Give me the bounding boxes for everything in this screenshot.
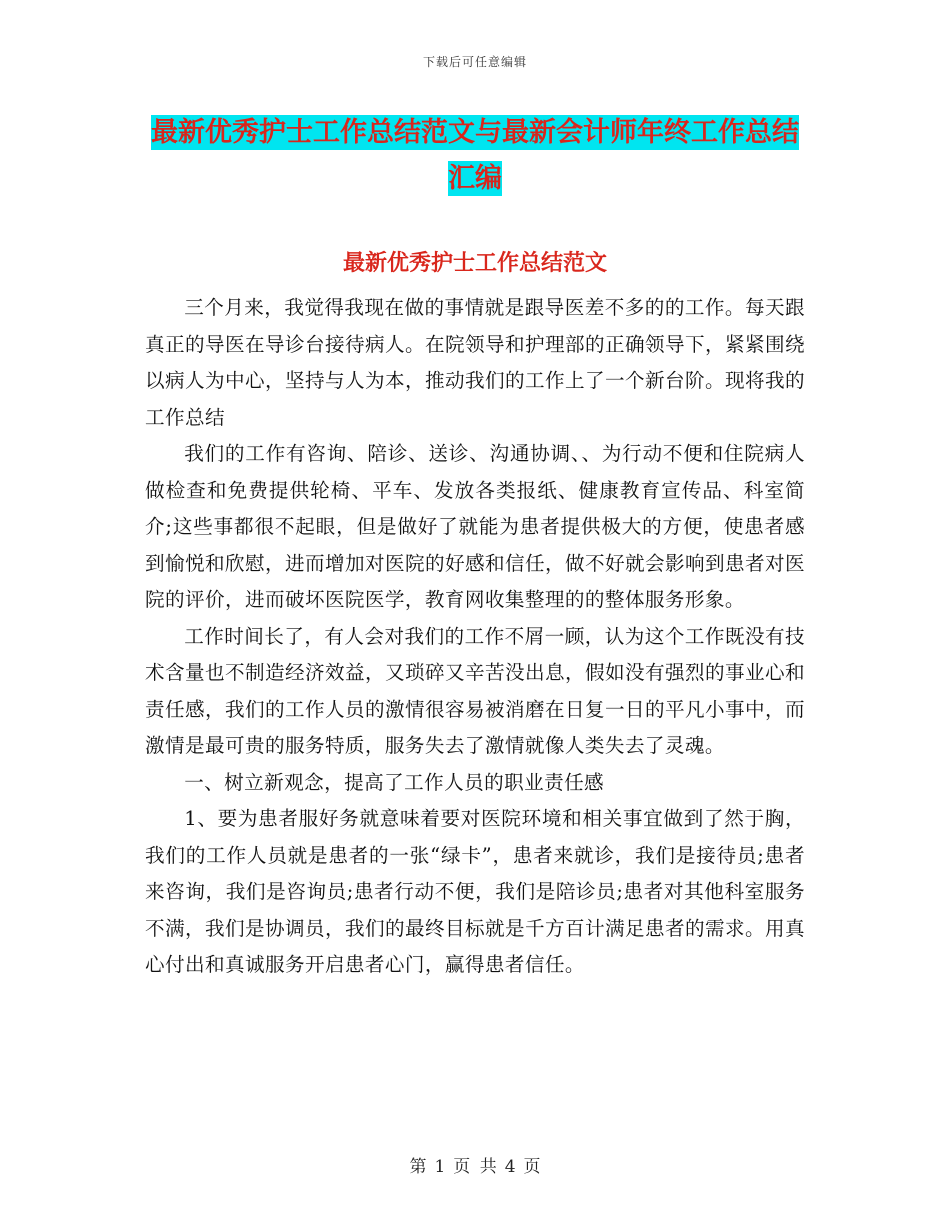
page-label-suffix: 页: [523, 1157, 541, 1177]
paragraph: 三个月来，我觉得我现在做的事情就是跟导医差不多的的工作。每天跟真正的导医在导诊台接待病人。在院领导和护理部的正确领导下，紧紧围绕以病人为中心，坚持与人为本，推动我们的工作上了一个新台阶。现将我的工作总结: [145, 296, 805, 429]
page-label-prefix: 第: [409, 1157, 427, 1177]
page-footer: [0, 1152, 950, 1177]
page-number: 1: [434, 1157, 446, 1177]
header-note: 下载后可任意编辑: [422, 55, 527, 69]
paragraph: 1、要为患者服好务就意味着要对医院环境和相关事宜做到了然于胸，我们的工作人员就是患者的一张“绿卡”，患者来就诊，我们是接待员;患者来咨询，我们是咨询员;患者行动不便，我们是陪诊员;患者对其他科室服务不满，我们是协调员，我们的最终目标就是千方百计满足患者的需求。用真心付出和真诚服务开启患者心门，赢得患者信任。: [145, 807, 805, 976]
paragraph: 一、树立新观念，提高了工作人员的职业责任感: [184, 770, 605, 794]
page-label-mid: 页 共: [453, 1157, 497, 1177]
document-body: [145, 290, 805, 984]
paragraph: 工作时间长了，有人会对我们的工作不屑一顾，认为这个工作既没有技术含量也不制造经济效益，又琐碎又辛苦没出息，假如没有强烈的事业心和责任感，我们的工作人员的激情很容易被消磨在日复一日的平凡小事中，而激情是最可贵的服务特质，服务失去了激情就像人类失去了灵魂。: [145, 624, 805, 757]
total-pages: 4: [504, 1157, 516, 1177]
document-title-text: 最新优秀护士工作总结范文与最新会计师年终工作总结汇编: [151, 117, 799, 194]
paragraph: 我们的工作有咨询、陪诊、送诊、沟通协调、、为行动不便和住院病人做检查和免费提供轮椅、平车、发放各类报纸、健康教育宣传品、科室简介;这些事都很不起眼，但是做好了就能为患者提供极大的方便，使患者感到愉悦和欣慰，进而增加对医院的好感和信任，做不好就会影响到患者对医院的评价，进而破坏医院医学，教育网收集整理的的整体服务形象。: [145, 442, 805, 611]
section-title: 最新优秀护士工作总结范文: [342, 250, 607, 276]
document-title: [145, 110, 805, 202]
